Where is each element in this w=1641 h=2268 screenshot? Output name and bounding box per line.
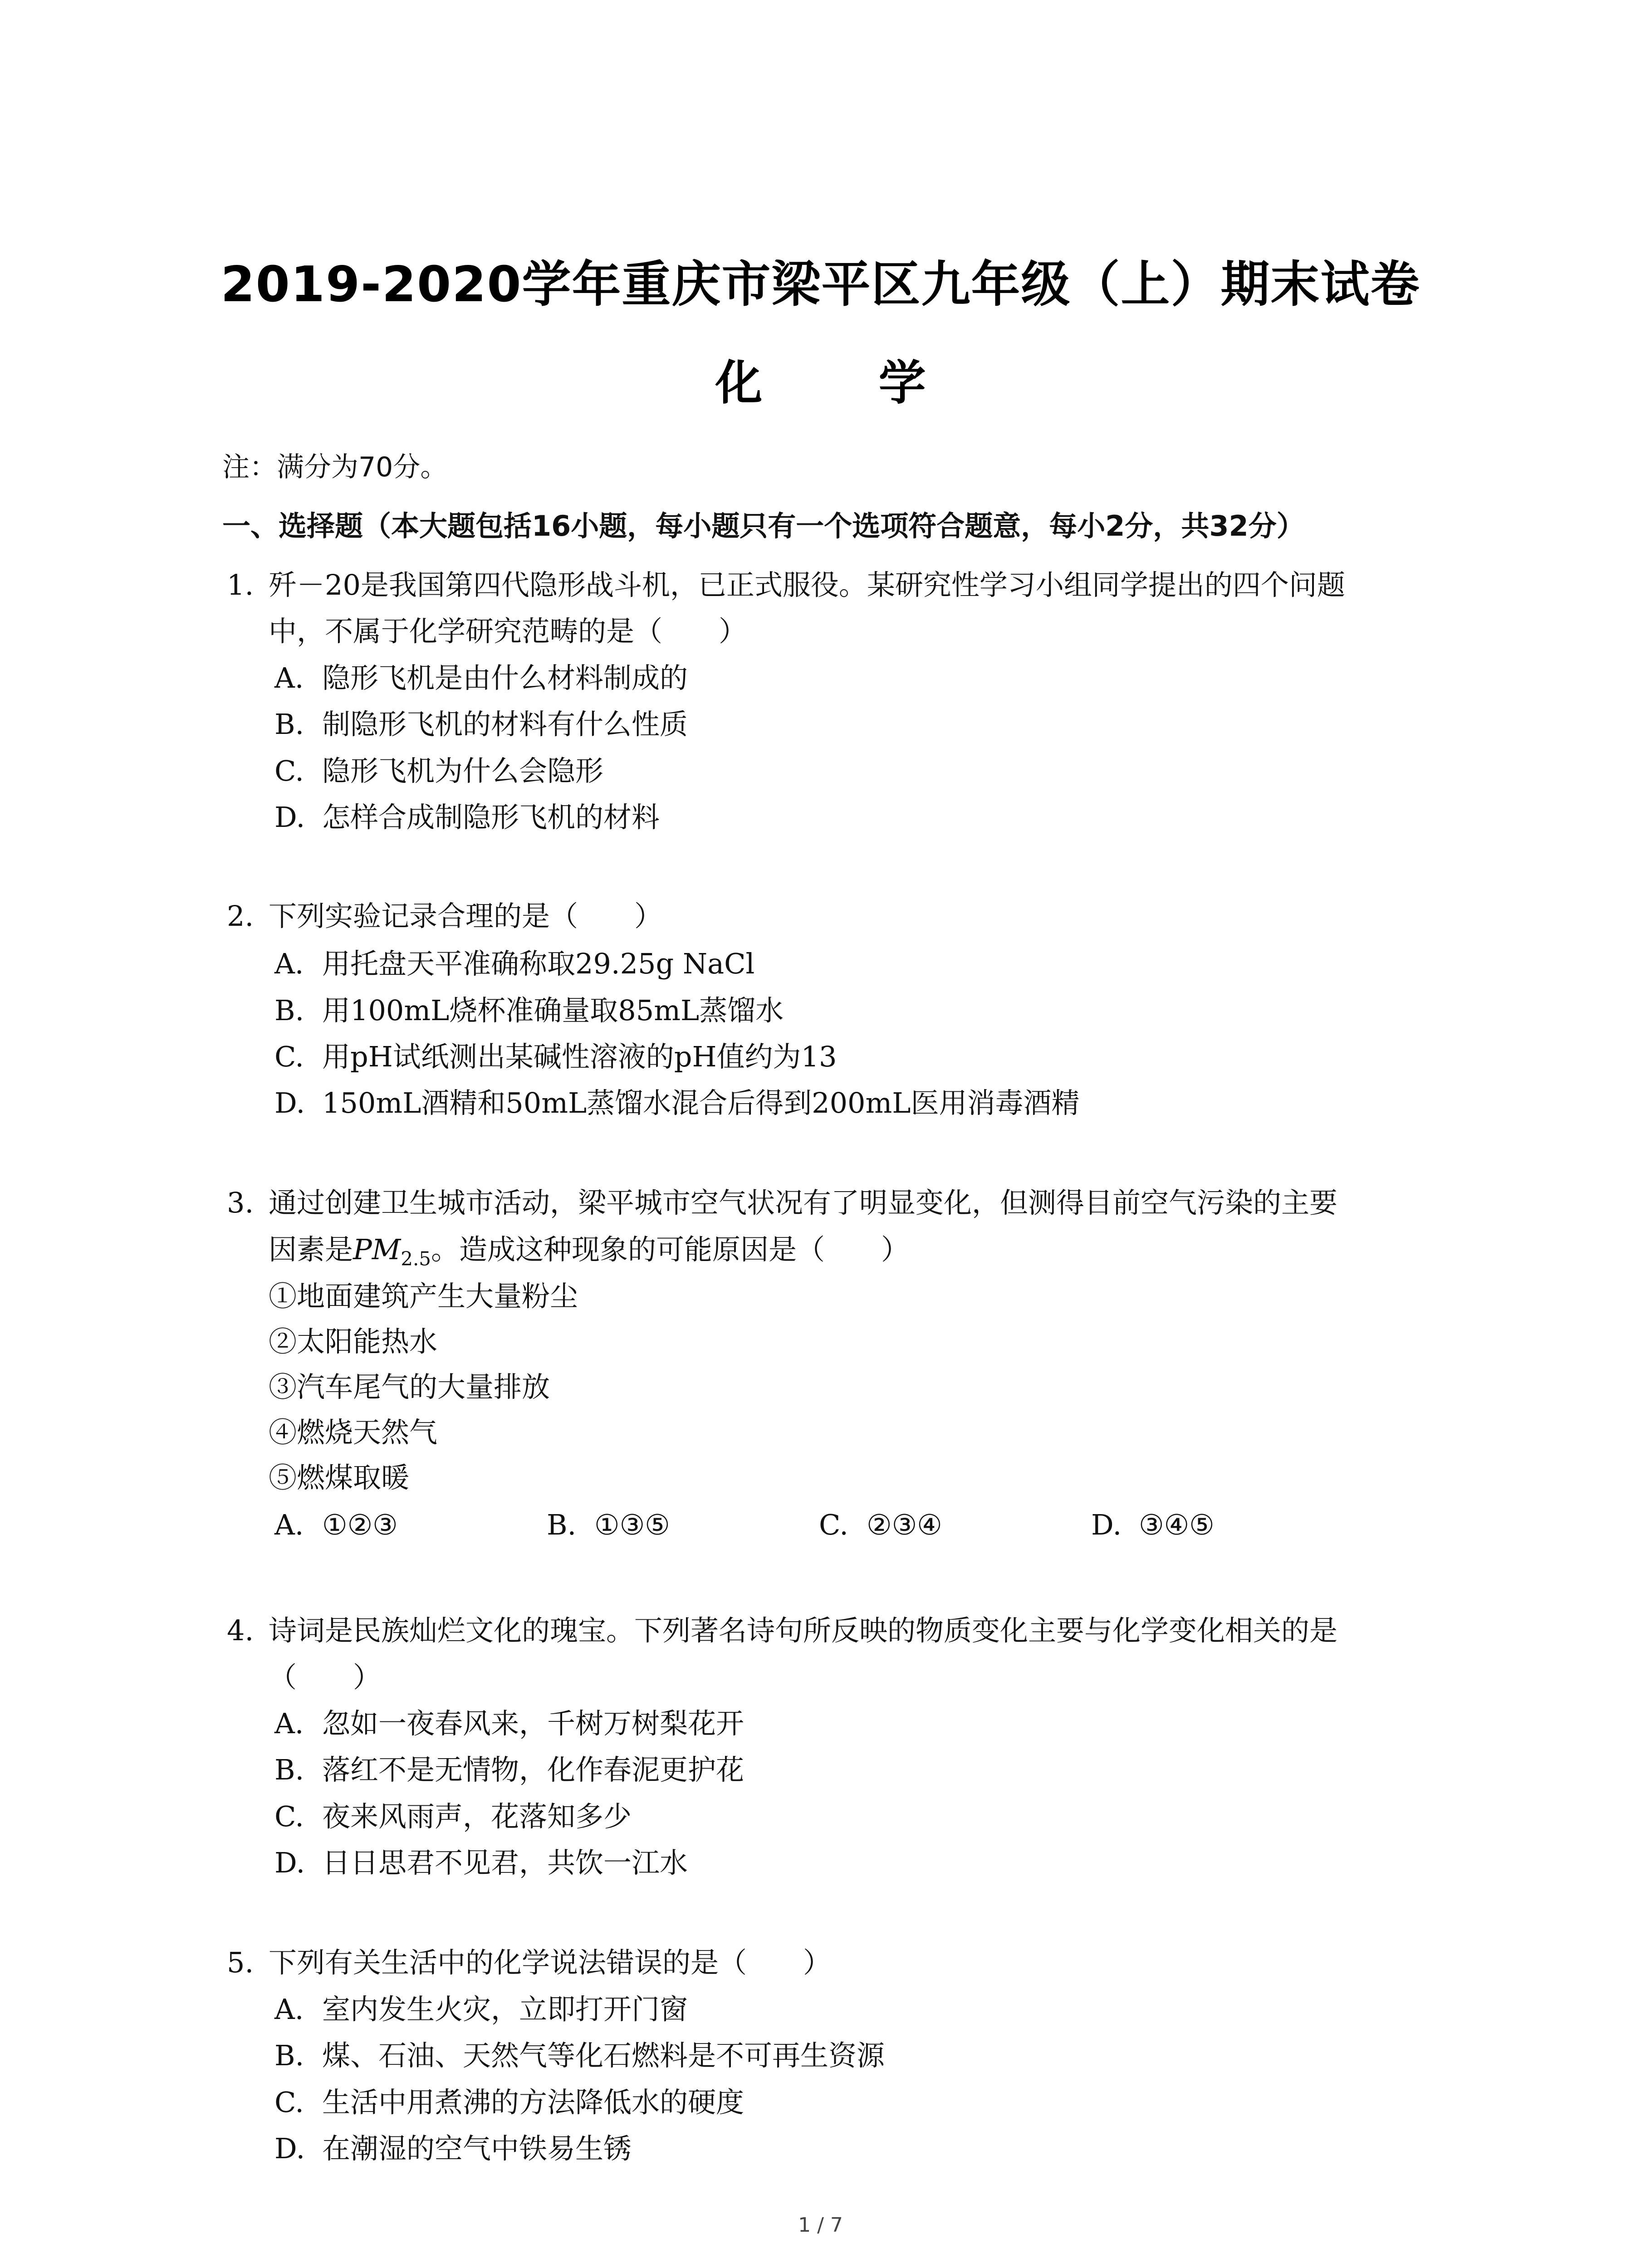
option-label: C. — [274, 2086, 304, 2119]
question-3-item-2: ②太阳能热水 — [269, 1325, 438, 1358]
option-text: 室内发生火灾，立即打开门窗 — [322, 1993, 688, 2026]
page-number: 1 / 7 — [798, 2214, 843, 2237]
option-text: 隐形飞机是由什么材料制成的 — [322, 661, 688, 694]
question-text: 下列有关生活中的化学说法错误的是（ ） — [269, 1946, 832, 1979]
question-number: 4. — [227, 1614, 254, 1647]
option-text: 生活中用煮沸的方法降低水的硬度 — [322, 2086, 745, 2119]
option-text: 忽如一夜春风来，千树万树梨花开 — [322, 1707, 745, 1740]
option-text: 用pH试纸测出某碱性溶液的pH值约为13 — [322, 1040, 837, 1073]
option-label: A. — [274, 947, 304, 980]
question-1-option-d — [274, 799, 660, 836]
question-number: 1. — [227, 568, 254, 601]
question-1-option-a — [274, 660, 688, 696]
question-text: 诗词是民族灿烂文化的瑰宝。下列著名诗句所反映的物质变化主要与化学变化相关的是 — [269, 1614, 1338, 1647]
subject-title: 化 学 — [715, 355, 976, 411]
question-4-stem — [227, 1613, 1337, 1649]
option-text: 用托盘天平准确称取29.25g NaCl — [322, 947, 755, 980]
option-text: 制隐形飞机的材料有什么性质 — [322, 708, 688, 741]
option-label: A. — [274, 1508, 304, 1541]
question-3-option-d — [1091, 1507, 1215, 1543]
question-number: 5. — [227, 1946, 254, 1979]
option-label: C. — [274, 1040, 304, 1073]
stem-text: 。造成这种现象的可能原因是（ ） — [431, 1233, 910, 1266]
option-text: 150mL酒精和50mL蒸馏水混合后得到200mL医用消毒酒精 — [322, 1086, 1080, 1119]
option-label: B. — [274, 1753, 304, 1786]
option-text: 怎样合成制隐形飞机的材料 — [322, 801, 660, 834]
question-5-option-d — [274, 2131, 632, 2167]
score-note: 注：满分为70分。 — [222, 451, 448, 483]
option-label: A. — [274, 1993, 304, 2026]
option-text: ①②③ — [322, 1508, 398, 1541]
question-3-option-b — [547, 1507, 819, 1543]
option-label: C. — [274, 754, 304, 787]
question-2-option-d — [274, 1085, 1079, 1121]
question-number: 2. — [227, 899, 254, 933]
question-3-stem-cont — [269, 1232, 909, 1277]
question-4-stem-cont: （ ） — [269, 1661, 382, 1694]
question-5-option-b — [274, 2038, 885, 2074]
option-text: 夜来风雨声，花落知多少 — [322, 1800, 632, 1833]
question-text: 下列实验记录合理的是（ ） — [269, 899, 663, 933]
question-3-options — [274, 1507, 1215, 1543]
question-1-option-b — [274, 706, 688, 743]
question-3-option-a — [274, 1507, 547, 1543]
option-label: C. — [819, 1508, 848, 1541]
pm-subscript: 2.5 — [401, 1247, 431, 1270]
option-label: A. — [274, 661, 304, 694]
option-text: ②③④ — [867, 1508, 942, 1541]
option-label: D. — [274, 801, 305, 834]
question-2-stem — [227, 898, 662, 934]
question-2-option-b — [274, 992, 784, 1029]
question-3-item-1: ①地面建筑产生大量粉尘 — [269, 1280, 578, 1313]
option-text: ③④⑤ — [1139, 1508, 1215, 1541]
question-4-option-a — [274, 1706, 744, 1742]
option-label: B. — [274, 2039, 304, 2072]
option-text: 在潮湿的空气中铁易生锈 — [322, 2132, 632, 2165]
question-5-stem — [227, 1945, 831, 1981]
option-text: 日日思君不见君，共饮一江水 — [322, 1846, 688, 1879]
question-4-option-b — [274, 1752, 744, 1788]
option-label: B. — [274, 708, 304, 741]
option-label: D. — [274, 1086, 305, 1119]
question-1-stem — [227, 567, 1345, 603]
question-5-option-c — [274, 2084, 744, 2121]
option-text: 煤、石油、天然气等化石燃料是不可再生资源 — [322, 2039, 885, 2072]
section-heading: 一、选择题（本大题包括16小题，每小题只有一个选项符合题意，每小2分，共32分） — [222, 509, 1305, 543]
question-3-item-3: ③汽车尾气的大量排放 — [269, 1370, 550, 1403]
question-2-option-c — [274, 1039, 837, 1075]
question-4-option-d — [274, 1845, 688, 1881]
option-text: ①③⑤ — [594, 1508, 670, 1541]
question-4-option-c — [274, 1799, 632, 1835]
question-1-option-c — [274, 753, 603, 789]
question-2-option-a — [274, 946, 754, 982]
option-text: 用100mL烧杯准确量取85mL蒸馏水 — [322, 994, 784, 1027]
question-3-item-5: ⑤燃煤取暖 — [269, 1461, 410, 1494]
question-1-stem-cont: 中，不属于化学研究范畴的是（ ） — [269, 615, 747, 648]
question-5-option-a — [274, 1991, 688, 2028]
option-label: D. — [1091, 1508, 1122, 1541]
option-text: 落红不是无情物，化作春泥更护花 — [322, 1753, 745, 1786]
exam-title: 2019-2020学年重庆市梁平区九年级（上）期末试卷 — [220, 256, 1421, 313]
option-label: B. — [547, 1508, 577, 1541]
option-label: A. — [274, 1707, 304, 1740]
option-label: B. — [274, 994, 304, 1027]
question-3-option-c — [819, 1507, 1091, 1543]
option-label: D. — [274, 2132, 305, 2165]
question-text: 歼－20是我国第四代隐形战斗机，已正式服役。某研究性学习小组同学提出的四个问题 — [269, 568, 1345, 601]
question-3-item-4: ④燃烧天然气 — [269, 1416, 438, 1449]
question-3-stem — [227, 1185, 1337, 1221]
stem-text: 因素是 — [269, 1233, 353, 1266]
option-label: C. — [274, 1800, 304, 1833]
question-text: 通过创建卫生城市活动，梁平城市空气状况有了明显变化，但测得目前空气污染的主要 — [269, 1186, 1338, 1219]
option-text: 隐形飞机为什么会隐形 — [322, 754, 604, 787]
option-label: D. — [274, 1846, 305, 1879]
question-number: 3. — [227, 1186, 254, 1219]
pm-symbol: PM — [353, 1233, 401, 1266]
